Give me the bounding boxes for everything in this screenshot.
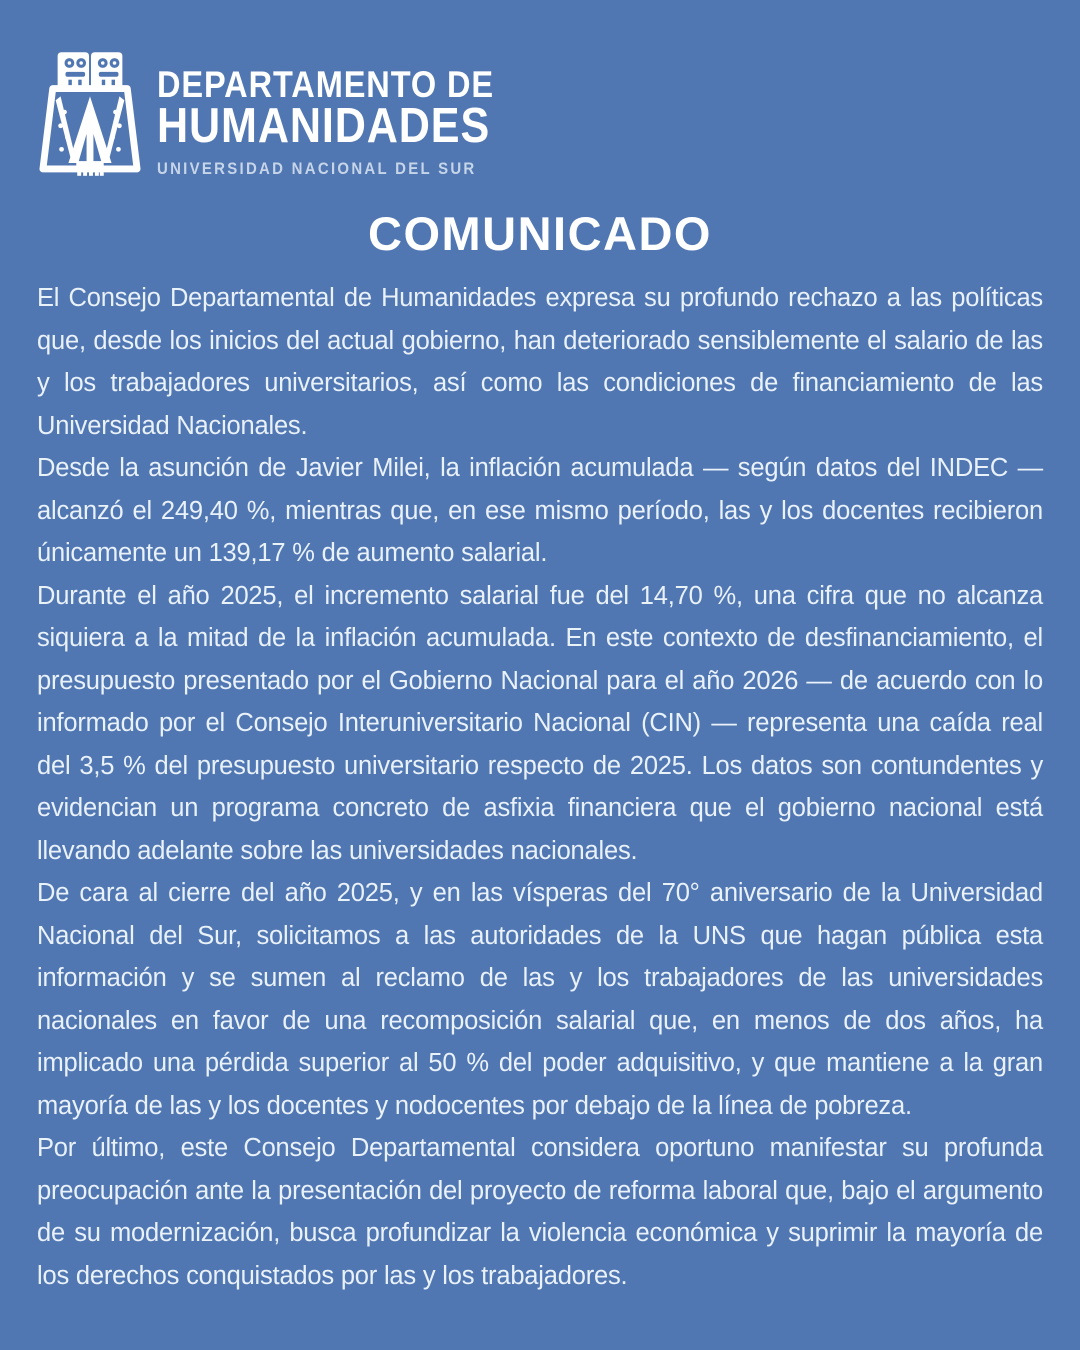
paragraph-2: Desde la asunción de Javier Milei, la inflación acumulada — según datos del INDEC — alcanzó el 249,40 %, mientras que, en ese mismo período, las y los docentes recibieron únicamente un 139,17 % de aumento salarial. [37, 454, 1043, 567]
logo-block [39, 0, 1043, 180]
paragraph-1: El Consejo Departamental de Humanidades expresa su profundo rechazo a las políticas que, desde los inicios del actual gobierno, han deteriorado sensiblemente el salario de las y los trabajadores universitarios, así como las condiciones de financiamiento de las Universidad Nacionales. [37, 284, 1043, 440]
logo-name-line2: HUMANIDADES [157, 99, 491, 153]
uns-humanidades-pictograph-icon [39, 50, 141, 180]
paragraph-4: De cara al cierre del año 2025, y en las vísperas del 70° aniversario de la Universidad Nacional del Sur, solicitamos a las autoridades de la UNS que hagan pública esta información y se sumen al reclamo de las y los trabajadores de las universidades nacionales en favor de una recomposición salarial que, en menos de dos años, ha implicado una pérdida superior al 50 % del poder adquisitivo, y que mantiene a la gran mayoría de las y los docentes y nodocentes por debajo de la línea de pobreza. [37, 879, 1043, 1120]
paragraph-3: Durante el año 2025, el incremento salarial fue del 14,70 %, una cifra que no alcanza siquiera a la mitad de la inflación acumulada. En este contexto de desfinanciamiento, el presupuesto presentado por el Gobierno Nacional para el año 2026 — de acuerdo con lo informado por el Consejo Interuniversitario Nacional (CIN) — representa una caída real del 3,5 % del presupuesto universitario respecto de 2025. Los datos son contundentes y evidencian un programa concreto de asfixia financiera que el gobierno nacional está llevando adelante sobre las universidades nacionales. [37, 581, 1043, 865]
page-title: COMUNICADO [368, 207, 712, 260]
logo-name-line1: DEPARTAMENTO DE [157, 64, 495, 105]
paragraph-5: Por último, este Consejo Departamental considera oportuno manifestar su profunda preocupación ante la presentación del proyecto de reforma laboral que, bajo el argumento de su modernización, busca profundizar la violencia económica y suprimir la mayoría de los derechos conquistados por las y los trabajadores. [37, 1134, 1043, 1290]
logo-wordmark [157, 66, 494, 179]
communique-body [37, 277, 1043, 1297]
logo-subtitle: UNIVERSIDAD NACIONAL DEL SUR [157, 158, 477, 178]
